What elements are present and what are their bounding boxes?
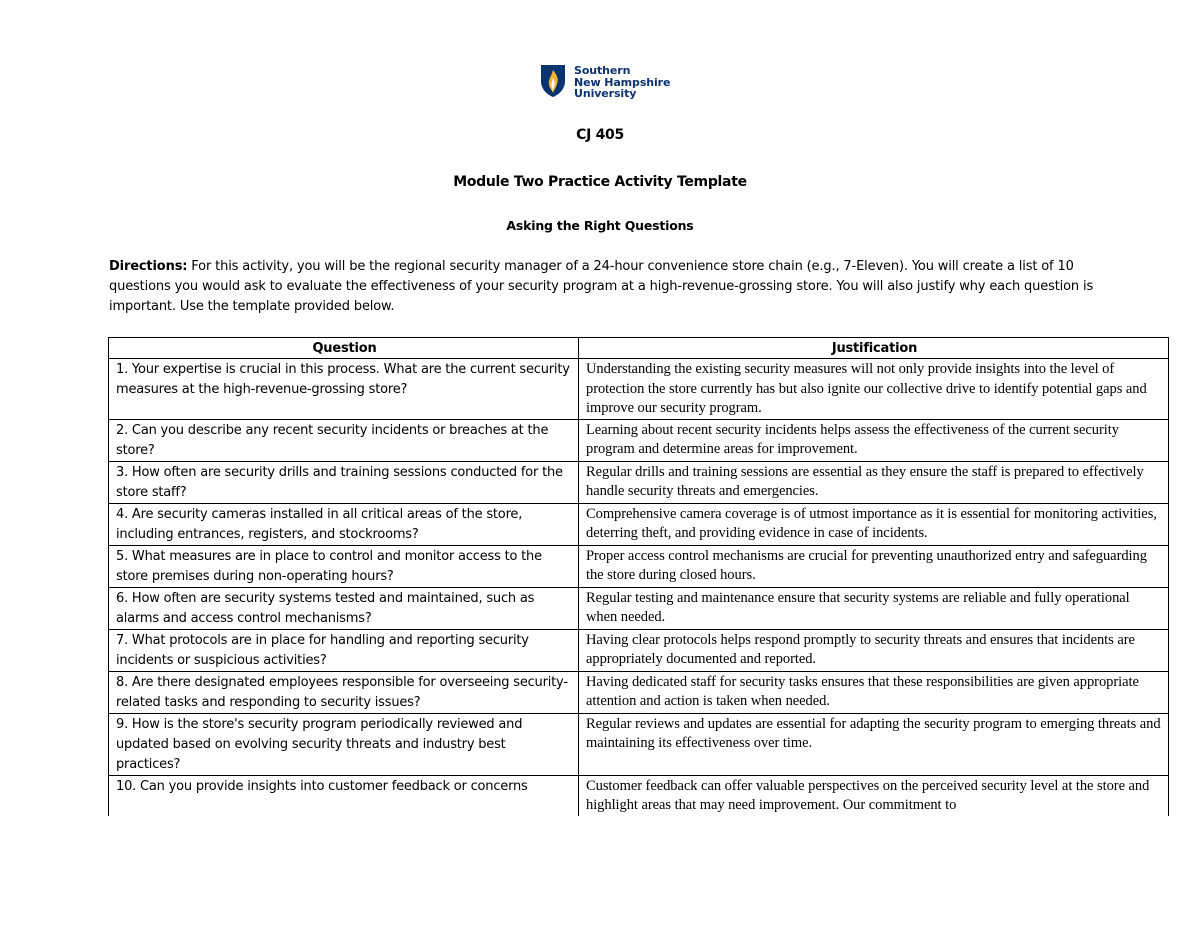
question-cell: 10. Can you provide insights into customer feedback or concerns (109, 775, 579, 816)
justification-cell: Regular drills and training sessions are essential as they ensure the staff is prepared to effectively handle security threats and emergencies. (579, 461, 1169, 503)
table-row (109, 419, 1169, 461)
justification-cell: Customer feedback can offer valuable perspectives on the perceived security level at the store and highlight areas that may need improvement. Our commitment to (579, 775, 1169, 816)
question-cell: 7. What protocols are in place for handling and reporting security incidents or suspicious activities? (109, 629, 579, 671)
university-logo (540, 64, 670, 100)
logo-line-2: New Hampshire (574, 75, 671, 89)
directions-label: Directions: (109, 259, 188, 274)
justification-cell: Understanding the existing security measures will not only provide insights into the level of protection the store currently has but also ignite our collective drive to identify potential gaps and improve our security program. (579, 359, 1169, 420)
document-subtitle: Asking the Right Questions (506, 218, 694, 233)
table-row (109, 775, 1169, 816)
directions-paragraph (109, 257, 1099, 317)
table-row (109, 713, 1169, 775)
table-row (109, 461, 1169, 503)
questions-table (108, 337, 1169, 816)
university-name (574, 65, 670, 100)
directions-text: For this activity, you will be the regional security manager of a 24-hour convenience store chain (e.g., 7-Eleven). You will create a list of 10 questions you would ask to evaluate the effectiveness of your security program at a high-revenue-grossing store. You will also justify why each question is important. Use the template provided below. (109, 259, 1094, 314)
justification-cell: Having clear protocols helps respond promptly to security threats and ensures that incidents are appropriately documented and reported. (579, 629, 1169, 671)
shield-flame-icon (540, 64, 566, 98)
table-row (109, 671, 1169, 713)
question-cell: 2. Can you describe any recent security incidents or breaches at the store? (109, 419, 579, 461)
question-cell: 8. Are there designated employees responsible for overseeing security-related tasks and responding to security issues? (109, 671, 579, 713)
table-row (109, 503, 1169, 545)
question-cell: 9. How is the store's security program periodically reviewed and updated based on evolving security threats and industry best practices? (109, 713, 579, 775)
question-cell: 6. How often are security systems tested and maintained, such as alarms and access control mechanisms? (109, 587, 579, 629)
justification-cell: Having dedicated staff for security tasks ensures that these responsibilities are given appropriate attention and action is taken when needed. (579, 671, 1169, 713)
question-cell: 3. How often are security drills and training sessions conducted for the store staff? (109, 461, 579, 503)
logo-line-1: Southern (574, 64, 631, 77)
question-cell: 1. Your expertise is crucial in this process. What are the current security measures at the high-revenue-grossing store? (109, 359, 579, 420)
document-title: Module Two Practice Activity Template (453, 174, 747, 190)
table-header-row (109, 338, 1169, 359)
question-cell: 4. Are security cameras installed in all critical areas of the store, including entrances, registers, and stockrooms? (109, 503, 579, 545)
table-row (109, 629, 1169, 671)
course-code: CJ 405 (576, 127, 624, 143)
justification-cell: Regular testing and maintenance ensure that security systems are reliable and fully operational when needed. (579, 587, 1169, 629)
justification-cell: Comprehensive camera coverage is of utmost importance as it is essential for monitoring activities, deterring theft, and providing evidence in case of incidents. (579, 503, 1169, 545)
table-row (109, 359, 1169, 420)
table-row (109, 545, 1169, 587)
table-row (109, 587, 1169, 629)
justification-cell: Proper access control mechanisms are crucial for preventing unauthorized entry and safeguarding the store during closed hours. (579, 545, 1169, 587)
question-cell: 5. What measures are in place to control and monitor access to the store premises during non-operating hours? (109, 545, 579, 587)
justification-cell: Learning about recent security incidents helps assess the effectiveness of the current security program and determine areas for improvement. (579, 419, 1169, 461)
logo-line-3: University (574, 87, 637, 100)
header-question: Question (109, 338, 579, 359)
justification-cell: Regular reviews and updates are essential for adapting the security program to emerging threats and maintaining its effectiveness over time. (579, 713, 1169, 775)
header-justification: Justification (579, 338, 1169, 359)
